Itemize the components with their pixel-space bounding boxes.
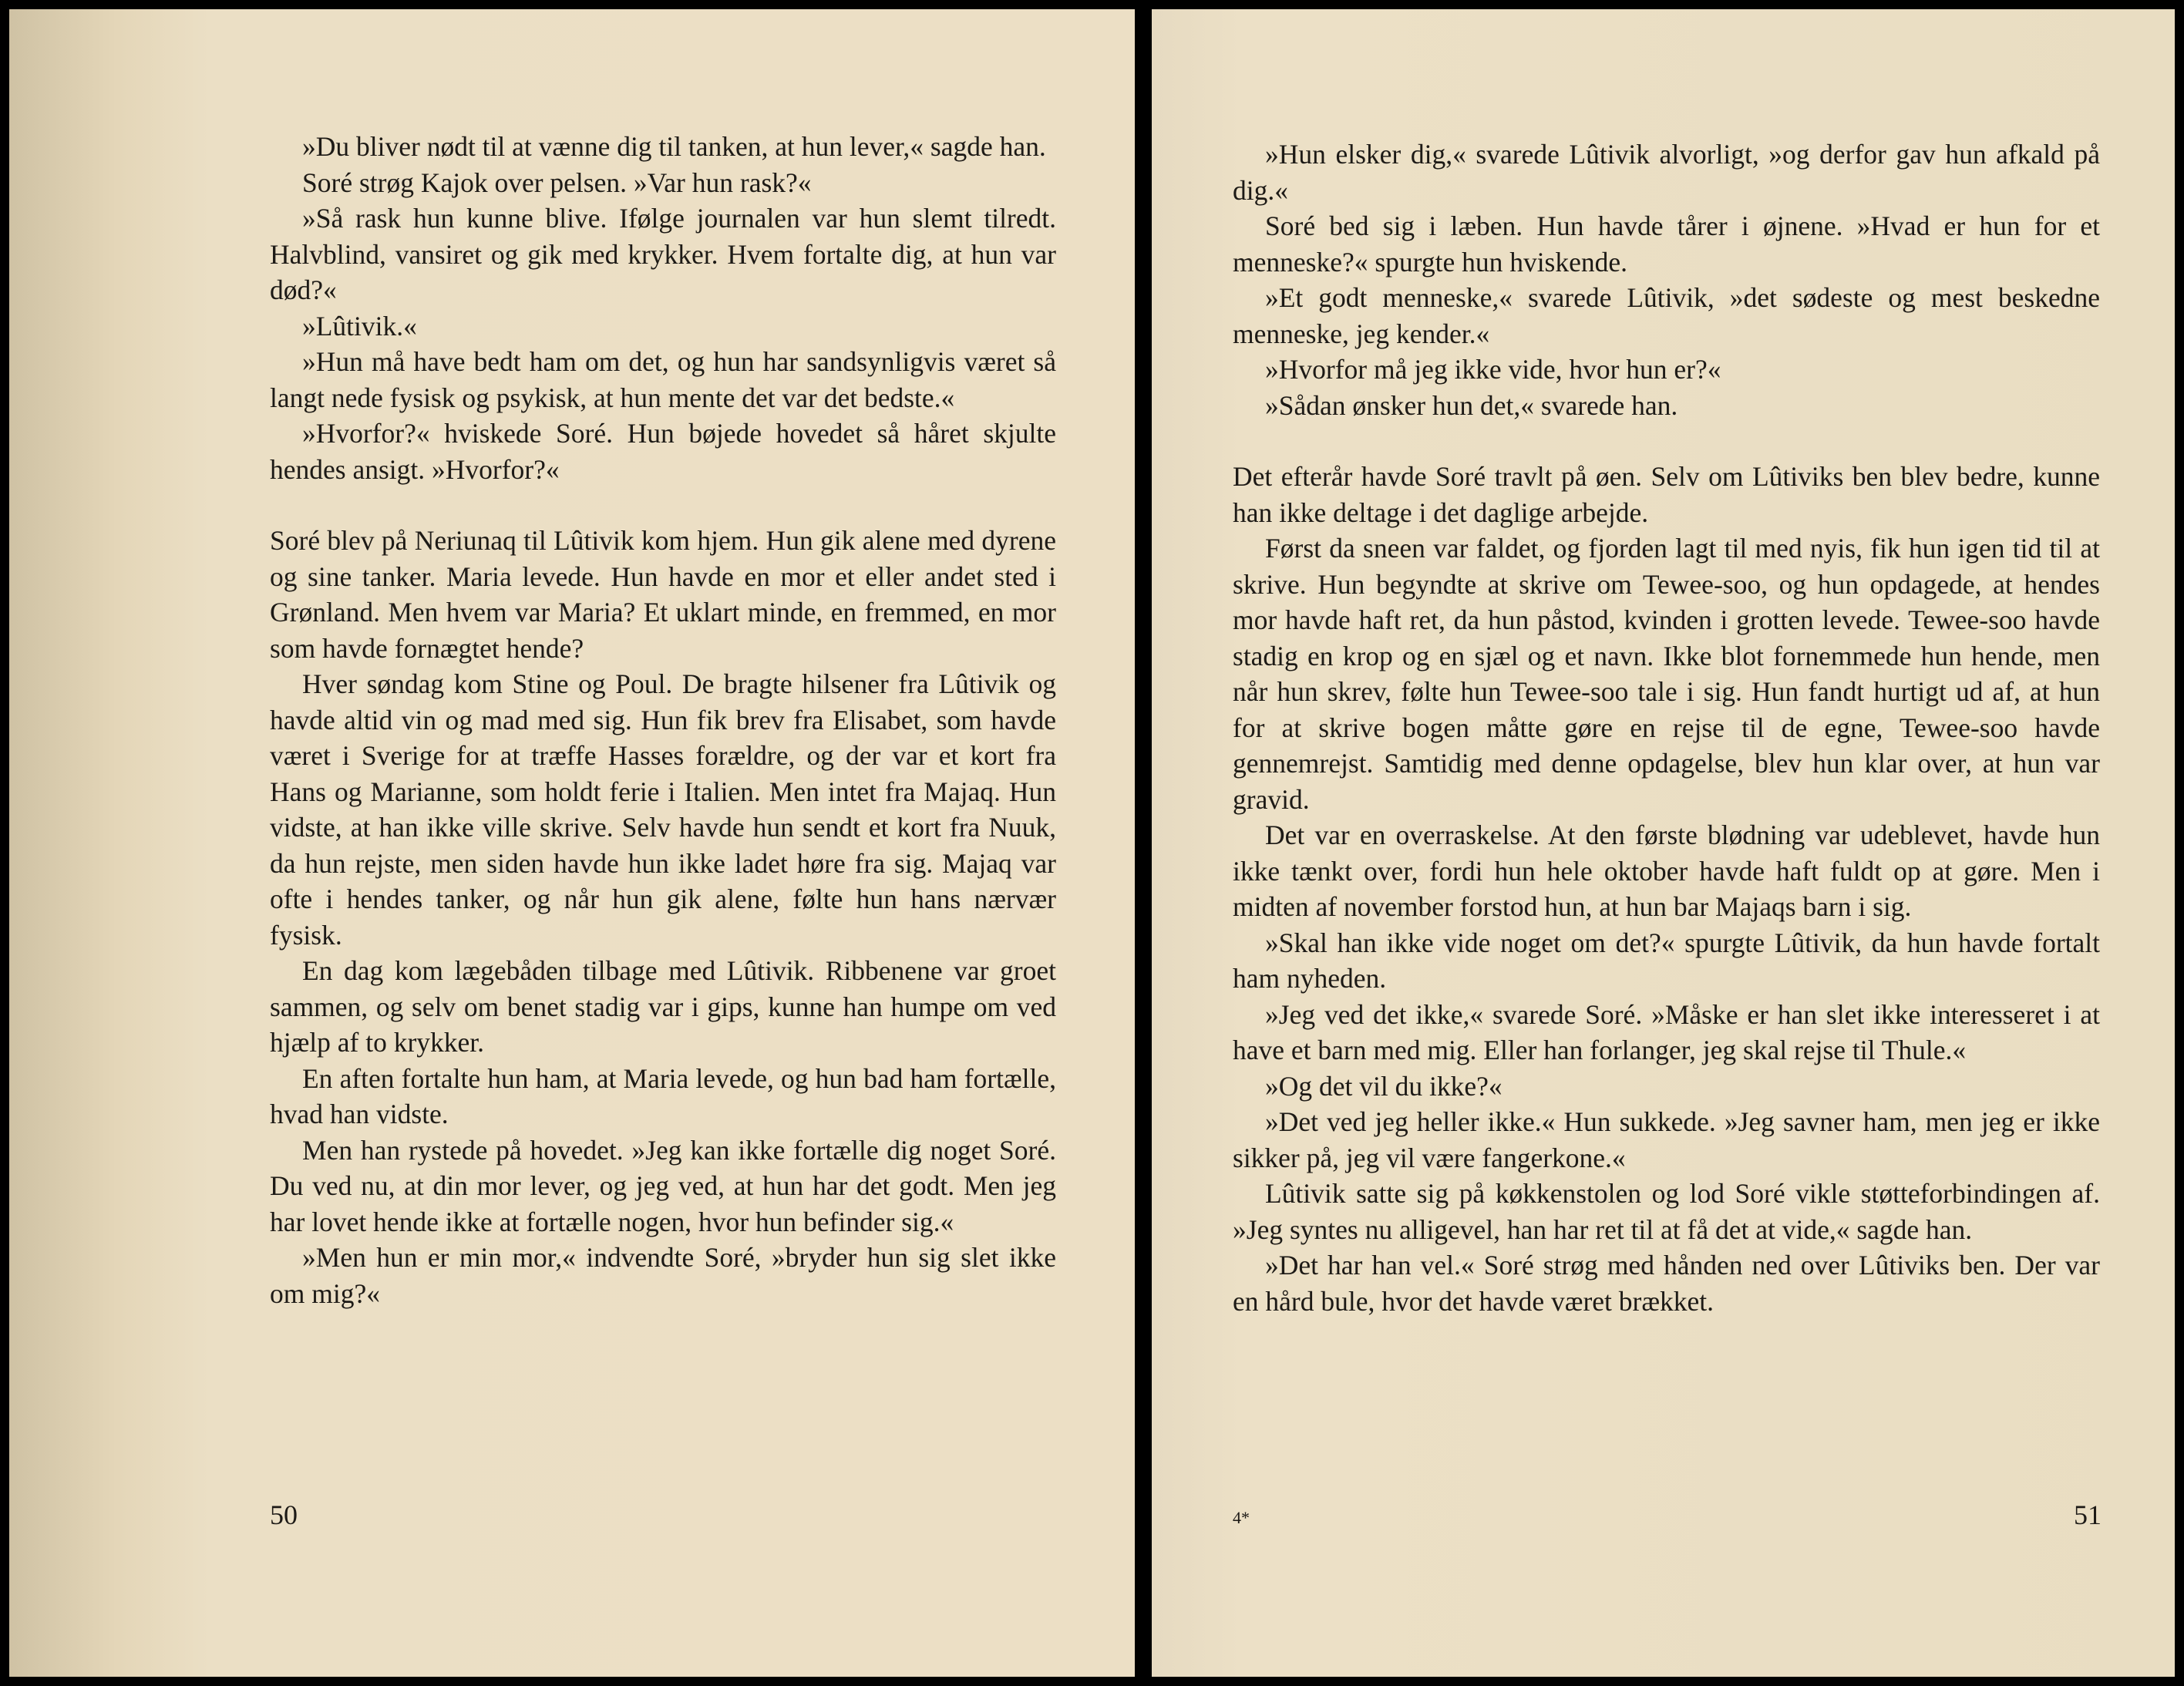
paragraph: »Hvorfor må jeg ikke vide, hvor hun er?« — [1265, 354, 1721, 385]
right-page-text — [1233, 136, 2100, 1319]
paragraph: Soré bed sig i læben. Hun havde tårer i øjnene. »Hvad er hun for et menneske?« spurgte hun hviskende. — [1233, 210, 2100, 278]
paragraph: »Så rask hun kunne blive. Ifølge journalen var hun slemt tilredt. Halvblind, vansiret og gik med krykker. Hvem fortalte dig, at hun var død?« — [270, 203, 1056, 305]
paragraph: »Hvorfor?« hviskede Soré. Hun bøjede hovedet så håret skjulte hendes ansigt. »Hvorfor?« — [270, 418, 1056, 485]
paragraph: Men han rystede på hovedet. »Jeg kan ikke fortælle dig noget Soré. Du ved nu, at din mor lever, og jeg ved, at hun har det godt. Men jeg har lovet hende ikke at fortælle nogen, hvor hun befinder sig.« — [270, 1134, 1056, 1237]
paragraph: »Du bliver nødt til at vænne dig til tanken, at hun lever,« sagde han. — [302, 131, 1046, 162]
right-page — [1152, 9, 2175, 1677]
paragraph: En aften fortalte hun ham, at Maria levede, og hun bad ham fortælle, hvad han vidste. — [270, 1062, 1056, 1129]
paragraph: »Og det vil du ikke?« — [1265, 1070, 1503, 1102]
paragraph: »Hun må have bedt ham om det, og hun har sandsynligvis været så langt nede fysisk og psykisk, at hun mente det var det bedste.« — [270, 346, 1056, 413]
paragraph: Soré strøg Kajok over pelsen. »Var hun rask?« — [302, 167, 812, 198]
paragraph: »Hun elsker dig,« svarede Lûtivik alvorligt, »og derfor gav hun afkald på dig.« — [1233, 139, 2100, 206]
paragraph: Hver søndag kom Stine og Poul. De bragte hilsener fra Lûtivik og havde altid vin og mad med sig. Hun fik brev fra Elisabet, som havde været i Sverige for at træffe Hasses forældre, og der var et kort fra Hans og Marianne, som holdt ferie i Italien. Men intet fra Majaq. Hun vidste, at han ikke ville skrive. Selv havde hun sendt et kort fra Nuuk, da hun rejste, men siden havde hun ikke ladet høre fra sig. Majaq var ofte i hendes tanker, og når hun gik alene, følte hun hans nærvær fysisk. — [270, 668, 1056, 951]
left-page-text — [270, 129, 1056, 1311]
paragraph: »Skal han ikke vide noget om det?« spurgte Lûtivik, da hun havde fortalt ham nyheden. — [1233, 927, 2100, 994]
paragraph: Soré blev på Neriunaq til Lûtivik kom hjem. Hun gik alene med dyrene og sine tanker. Maria levede. Hun havde en mor et eller andet sted i Grønland. Men hvem var Maria? Et uklart minde, en fremmed, en mor som havde fornægtet hende? — [270, 525, 1056, 664]
page-number: 51 — [2074, 1499, 2102, 1530]
paragraph: »Lûtivik.« — [302, 310, 417, 342]
page-number: 50 — [270, 1499, 298, 1530]
paragraph: En dag kom lægebåden tilbage med Lûtivik. Ribbenene var groet sammen, og selv om benet stadig var i gips, kunne han humpe om ved hjælp af to krykker. — [270, 955, 1056, 1058]
paragraph: Først da sneen var faldet, og fjorden lagt til med nyis, fik hun igen tid til at skrive. Hun begyndte at skrive om Tewee-soo, og hun opdagede, at hendes mor havde haft ret, da hun påstod, kvinden i grotten levede. Tewee-soo havde stadig en krop og en sjæl og et navn. Ikke blot fornemmede hun hende, men når hun skrev, følte hun Tewee-soo tale i sig. Hun fandt hurtigt ud af, at hun for at skrive bogen måtte gøre en rejse til de egne, Tewee-soo havde gennemrejst. Samtidig med denne opdagelse, blev hun klar over, at hun var gravid. — [1233, 533, 2100, 815]
paragraph: »Et godt menneske,« svarede Lûtivik, »det sødeste og mest beskedne menneske, jeg kender.« — [1233, 282, 2100, 349]
paragraph: Det var en overraskelse. At den første blødning var udeblevet, havde hun ikke tænkt over, fordi hun hele oktober havde haft fuldt op at gøre. Men i midten af november forstod hun, at hun bar Majaqs barn i sig. — [1233, 819, 2100, 922]
paragraph: »Jeg ved det ikke,« svarede Soré. »Måske er han slet ikke interesseret i at have et barn med mig. Eller han forlanger, jeg skal rejse til Thule.« — [1233, 998, 2100, 1065]
signature-mark: 4* — [1233, 1508, 1250, 1527]
paragraph: »Sådan ønsker hun det,« svarede han. — [1265, 389, 1678, 421]
paragraph: »Det ved jeg heller ikke.« Hun sukkede. »Jeg savner ham, men jeg er ikke sikker på, jeg vil være fangerkone.« — [1233, 1106, 2100, 1173]
left-page — [9, 9, 1135, 1677]
paragraph: Det efterår havde Soré travlt på øen. Selv om Lûtiviks ben blev bedre, kunne han ikke deltage i det daglige arbejde. — [1233, 461, 2100, 528]
paragraph: »Det har han vel.« Soré strøg med hånden ned over Lûtiviks ben. Der var en hård bule, hvor det havde været brækket. — [1233, 1250, 2100, 1317]
paragraph: Lûtivik satte sig på køkkenstolen og lod Soré vikle støtteforbindingen af. »Jeg syntes nu alligevel, han har ret til at få det at vide,« sagde han. — [1233, 1178, 2100, 1245]
paragraph: »Men hun er min mor,« indvendte Soré, »bryder hun sig slet ikke om mig?« — [270, 1242, 1056, 1309]
